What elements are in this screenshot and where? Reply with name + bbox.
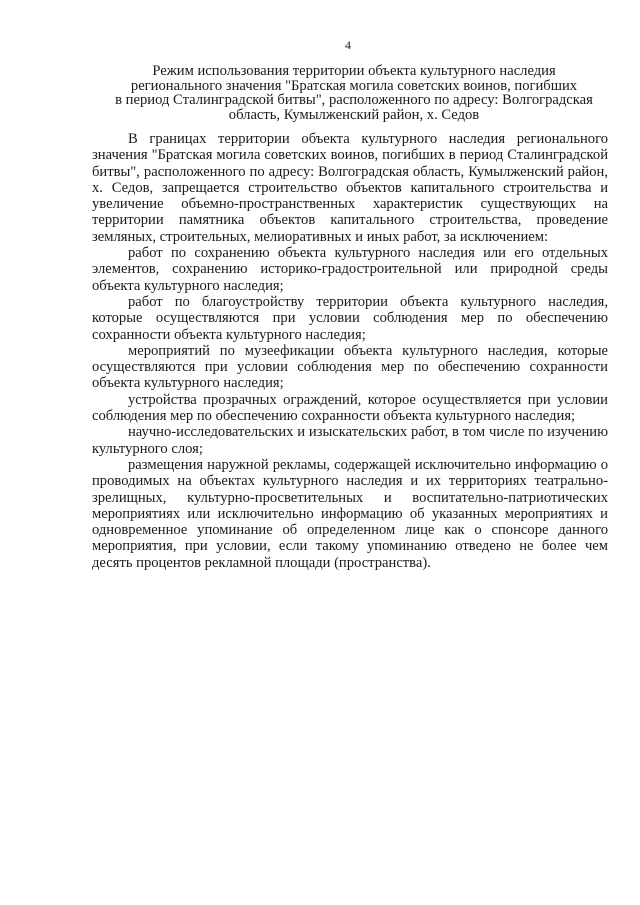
title-line: в период Сталинградской битвы", расположенного по адресу: Волгоградская — [115, 92, 593, 108]
exception-item: размещения наружной рекламы, содержащей исключительно информацию о проводимых на объектах культурного наследия и их территориях театрально-зрелищных, культурно-просветительных и воспитательно-патриотических мероприятиях или исключительно информацию об указанных мероприятиях и одновременное упоминание об определенном лице как о спонсоре данного мероприятия, при условии, если такому упоминанию отведено не более чем десять процентов рекламной площади (пространства). — [92, 456, 608, 571]
title-line: область, Кумылженский район, х. Седов — [228, 106, 480, 123]
document-title — [92, 64, 616, 122]
page-number: 4 — [345, 38, 351, 52]
exception-item: работ по сохранению объекта культурного наследия или его отдельных элементов, сохранению историко-градостроительной или природной среды объекта культурного наследия; — [92, 245, 608, 294]
exception-item: научно-исследовательских и изыскательских работ, в том числе по изучению культурного слоя; — [92, 424, 608, 457]
exception-item: устройства прозрачных ограждений, которое осуществляется при условии соблюдения мер по обеспечению сохранности объекта культурного наследия; — [92, 391, 608, 425]
title-line: регионального значения "Братская могила советских воинов, погибших — [130, 77, 578, 94]
document-body — [92, 131, 608, 571]
exception-item: работ по благоустройству территории объекта культурного наследия, которые осуществляются при условии соблюдения мер по обеспечению сохранности объекта культурного наследия; — [92, 293, 608, 343]
exception-item: мероприятий по музеефикации объекта культурного наследия, которые осуществляются при условии соблюдения мер по обеспечению сохранности объекта культурного наследия; — [92, 342, 608, 392]
title-line: Режим использования территории объекта культурного наследия — [152, 63, 556, 79]
intro-paragraph: В границах территории объекта культурного наследия регионального значения "Братская могила советских воинов, погибших в период Сталинградской битвы", расположенного по адресу: Волгоградская область, Кумылженский район, х. Седов, запрещается строительство объектов капитального строительства и увеличение объемно-пространственных характеристик существующих на территории памятника объектов капитального строительства, проведение земляных, строительных, мелиоративных и иных работ, за исключением: — [92, 131, 608, 245]
